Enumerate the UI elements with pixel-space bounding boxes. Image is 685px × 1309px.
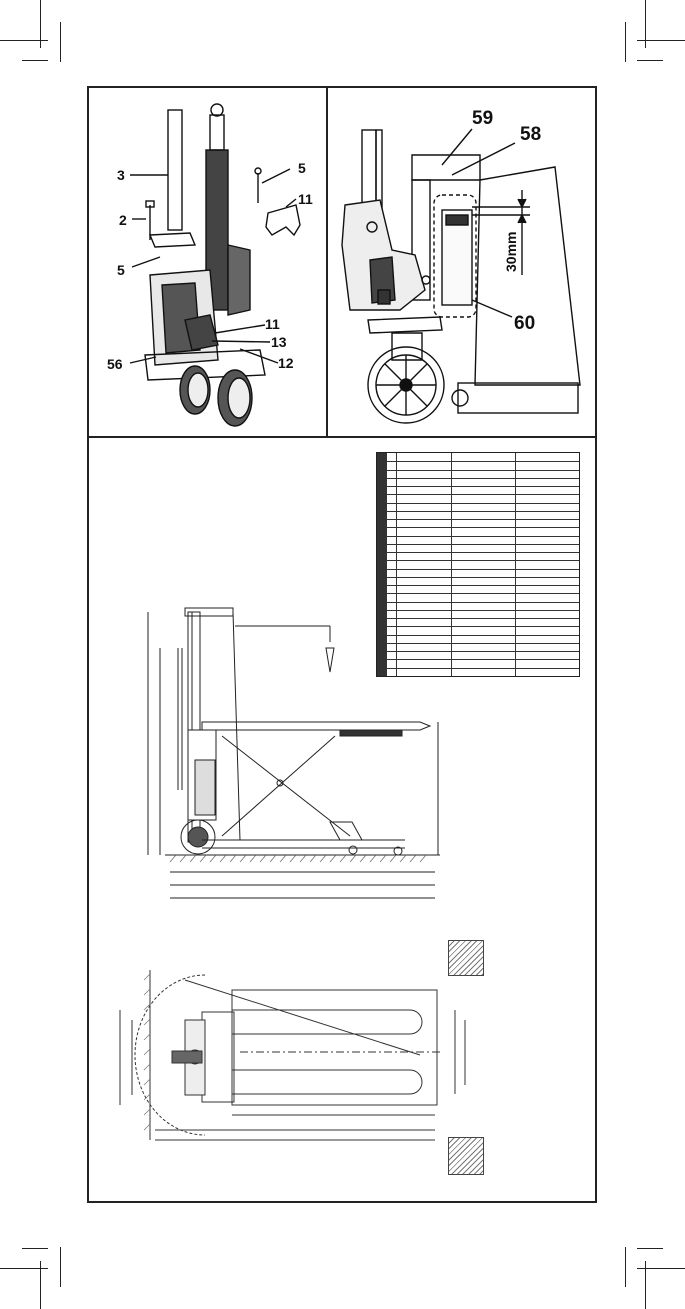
spec-table-row-line — [387, 544, 579, 545]
spec-table-row-line — [387, 552, 579, 553]
callout-56: 56 — [107, 356, 123, 372]
pump-section-illustration — [330, 95, 595, 435]
spec-table-row-line — [387, 478, 579, 479]
crop-mark-tl-h1 — [0, 40, 48, 41]
callout-5-left: 5 — [117, 262, 125, 278]
callout-3: 3 — [117, 167, 125, 183]
callout-11-bottom: 11 — [265, 316, 280, 332]
callout-13: 13 — [271, 334, 287, 350]
crop-mark-bl-h2 — [22, 1248, 48, 1249]
pump-assembly-illustration — [100, 95, 322, 435]
spec-table-row-line — [387, 461, 579, 462]
panel-divider-horizontal — [89, 436, 595, 438]
crop-mark-bl-h1 — [0, 1268, 48, 1269]
top-view-drawing — [110, 965, 480, 1155]
spec-table-row-line — [387, 536, 579, 537]
callout-58: 58 — [520, 124, 542, 145]
spec-table-row-line — [387, 585, 579, 586]
spec-table-row-line — [387, 560, 579, 561]
callout-59: 59 — [472, 108, 494, 129]
spec-table-row-line — [387, 503, 579, 504]
spec-table-row-line — [387, 593, 579, 594]
crop-mark-tl-h2 — [22, 60, 48, 61]
crop-mark-tr-v2 — [625, 22, 626, 62]
crop-mark-br-h2 — [637, 1248, 663, 1249]
spec-table-column-line — [451, 453, 452, 676]
side-elevation-drawing — [140, 600, 450, 910]
crop-mark-br-h1 — [637, 1268, 685, 1269]
crop-mark-br-v2 — [625, 1247, 626, 1287]
callout-11-top: 11 — [298, 191, 313, 207]
callout-12: 12 — [278, 355, 294, 371]
callout-60: 60 — [514, 313, 536, 334]
spec-table-row-line — [387, 569, 579, 570]
spec-table-row-line — [387, 486, 579, 487]
spec-table-row-line — [387, 519, 579, 520]
callout-5-right: 5 — [298, 160, 306, 176]
spec-table-column-line — [515, 453, 516, 676]
crop-mark-tl-v2 — [60, 22, 61, 62]
spec-table-row-line — [387, 577, 579, 578]
spec-table-row-line — [387, 470, 579, 471]
callout-2: 2 — [119, 212, 127, 228]
crop-mark-bl-v2 — [60, 1247, 61, 1287]
crop-mark-tr-h1 — [637, 40, 685, 41]
spec-table-row-line — [387, 511, 579, 512]
spec-table-row-line — [387, 527, 579, 528]
crop-mark-tr-h2 — [637, 60, 663, 61]
dimension-30mm: 30mm — [503, 231, 519, 272]
spec-table-row-line — [387, 494, 579, 495]
panel-divider-vertical — [326, 88, 328, 436]
